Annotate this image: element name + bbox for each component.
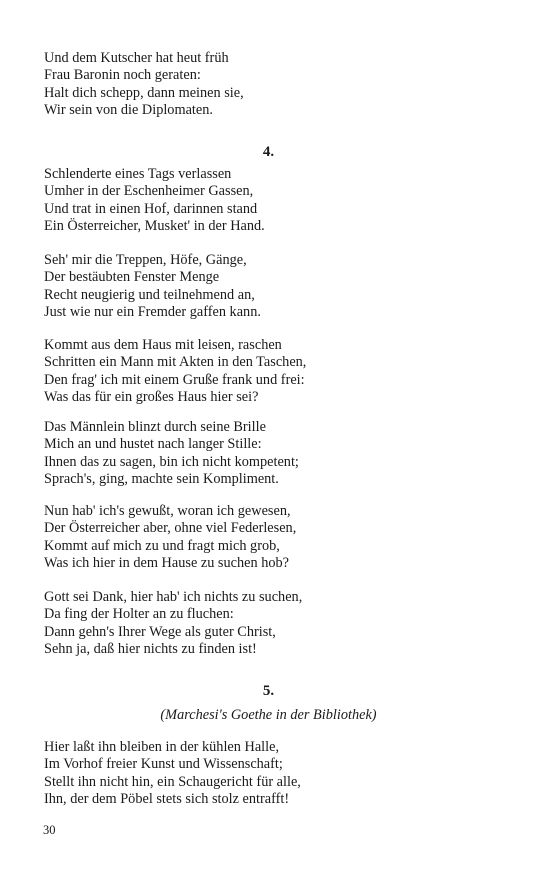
verse-line: Frau Baronin noch geraten: — [44, 67, 201, 84]
stanza — [44, 337, 514, 406]
verse-line: Kommt aus dem Haus mit leisen, raschen — [44, 337, 282, 353]
section-number-4: 4. — [262, 144, 275, 160]
stanza — [44, 589, 514, 658]
verse-line: Den frag' ich mit einem Gruße frank und frei: — [44, 371, 305, 388]
verse-line: Da fing der Holter an zu fluchen: — [44, 606, 234, 623]
verse-line: Schritten ein Mann mit Akten in den Taschen, — [44, 354, 307, 371]
verse-line: Ihn, der dem Pöbel stets sich stolz entrafft! — [44, 790, 290, 807]
stanza — [44, 252, 514, 321]
stanza — [44, 503, 514, 572]
verse-line: Just wie nur ein Fremder gaffen kann. — [44, 303, 261, 320]
verse-line: Stellt ihn nicht hin, ein Schaugericht für alle, — [44, 773, 301, 790]
verse-line: Dann gehn's Ihrer Wege als guter Christ, — [44, 623, 276, 640]
verse-line: Der Österreicher aber, ohne viel Federlesen, — [44, 520, 297, 537]
verse-line: Schlenderte eines Tags verlassen — [44, 166, 232, 182]
stanza — [44, 739, 514, 808]
verse-line: Ein Österreicher, Musket' in der Hand. — [44, 217, 265, 234]
verse-line: Seh' mir die Treppen, Höfe, Gänge, — [44, 252, 247, 268]
verse-line: Sehn ja, daß hier nichts zu finden ist! — [44, 640, 257, 657]
verse-line: Gott sei Dank, hier hab' ich nichts zu suchen, — [44, 589, 303, 605]
verse-line: Im Vorhof freier Kunst und Wissenschaft; — [44, 756, 283, 773]
verse-line: Das Männlein blinzt durch seine Brille — [44, 419, 266, 435]
verse-line: Mich an und hustet nach langer Stille: — [44, 436, 262, 453]
stanza — [44, 166, 514, 235]
verse-line: Sprach's, ging, machte sein Kompliment. — [44, 470, 279, 487]
verse-line: Kommt auf mich zu und fragt mich grob, — [44, 537, 280, 554]
verse-line: Der bestäubten Fenster Menge — [44, 269, 220, 286]
verse-line: Und dem Kutscher hat heut früh — [44, 50, 229, 66]
verse-line: Was ich hier in dem Hause zu suchen hob? — [44, 554, 289, 571]
verse-line: Wir sein von die Diplomaten. — [44, 101, 213, 118]
verse-line: Und trat in einen Hof, darinnen stand — [44, 200, 258, 217]
verse-line: Umher in der Eschenheimer Gassen, — [44, 183, 254, 200]
verse-line: Was das für ein großes Haus hier sei? — [44, 388, 259, 405]
verse-line: Halt dich schepp, dann meinen sie, — [44, 84, 244, 101]
section-number-5: 5. — [262, 683, 275, 699]
verse-line: Nun hab' ich's gewußt, woran ich gewesen, — [44, 503, 291, 519]
verse-line: Recht neugierig und teilnehmend an, — [44, 286, 255, 303]
verse-line: Ihnen das zu sagen, bin ich nicht kompetent; — [44, 453, 299, 470]
stanza — [44, 419, 514, 488]
stanza-intro — [44, 50, 514, 119]
page-number: 30 — [43, 823, 56, 837]
section-subtitle: (Marchesi's Goethe in der Bibliothek) — [160, 707, 377, 723]
verse-line: Hier laßt ihn bleiben in der kühlen Halle, — [44, 739, 280, 755]
